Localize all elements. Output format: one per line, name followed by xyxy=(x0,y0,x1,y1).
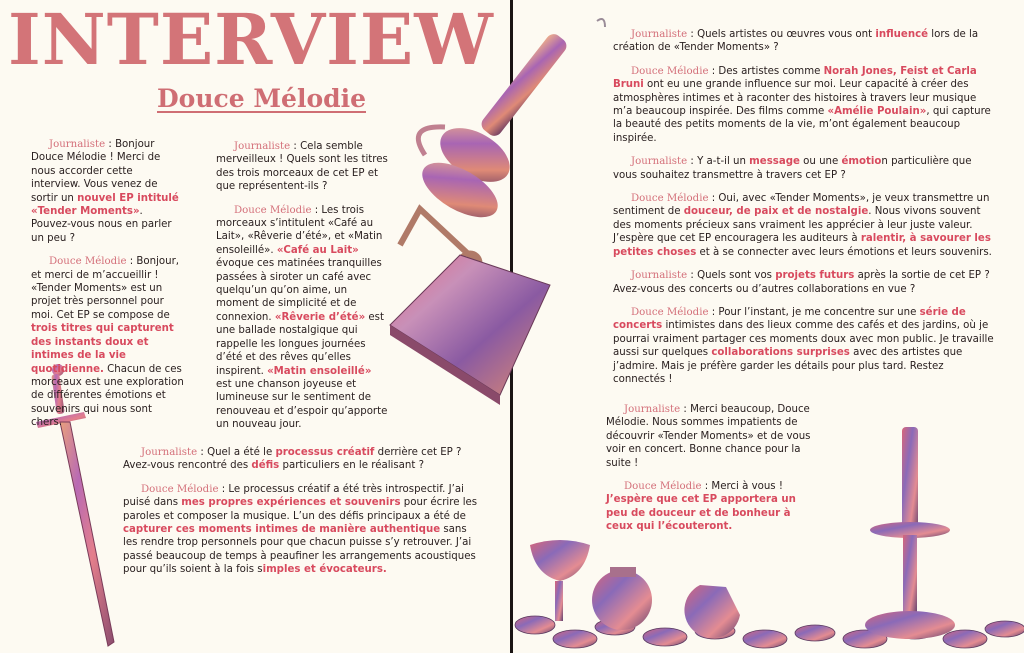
candlestick-illustration xyxy=(405,15,615,220)
question-1: Journaliste : Bonjour Douce Mélodie ! Merci de nous accorder cette interview. Vous venez de sortir un nouvel EP intitulé «Tender Moments». Pouvez-vous nous en parler un peu ? xyxy=(31,139,179,244)
answer-4: Douce Mélodie : Des artistes comme Norah Jones, Feist et Carla Bruni ont eu une grande influence sur moi. Leur capacité à créer des atmosphères intimes et à raconter des histoires à travers leur musique m’a beaucoup inspirée. Des films comme «Amélie Poulain», qui capture la beauté des petits moments de la vie, m’ont également beaucoup inspirée. xyxy=(613,65,991,144)
answer-7: Douce Mélodie : Merci à vous ! J’espère que cet EP apportera un peu de douceur et de bonheur à ceux qui l’écouteront. xyxy=(606,481,796,533)
question-6: Journaliste : Quels sont vos projets futurs après la sortie de cet EP ? Avez-vous des concerts ou d’autres collaborations en vue ? xyxy=(613,270,990,295)
left-column-2 xyxy=(216,140,388,442)
page-title: INTERVIEW xyxy=(8,0,494,81)
answer-6: Douce Mélodie : Pour l’instant, je me concentre sur une série de concerts intimistes dans des lieux comme des cafés et des jardins, où je pourrai vraiment partager ces moments doux avec mon public. Je travaille aussi sur quelques collaborations surprises avec des artistes que j’admire. Mais je préfère garder les détails pour plus tard. Restez connectés ! xyxy=(613,306,994,385)
answer-5: Douce Mélodie : Oui, avec «Tender Moments», je veux transmettre un sentiment de douceur, de paix et de nostalgie. Nous vivons souvent des moments précieux sans vraiment les apprécier à leur juste valeur. J’espère que cet EP encouragera les auditeurs à ralentir, à savourer les petites choses et à se connecter avec leurs émotions et leurs souvenirs. xyxy=(613,193,992,258)
question-7: Journaliste : Merci beaucoup, Douce Mélodie. Nous sommes impatients de découvrir «Tender Moments» et de vous voir en concert. Bonne chance pour la suite ! xyxy=(606,404,811,469)
right-bottom-block xyxy=(606,403,816,544)
right-top-block xyxy=(613,28,998,396)
answer-3: Douce Mélodie : Le processus créatif a été très introspectif. J’ai puisé dans mes propres expériences et souvenirs pour écrire les paroles et composer la musique. L’un des défis principaux a été de capturer ces moments intimes de manière authentique sans les rendre trop personnels pour que chacun puisse s’y retrouver. J’ai passé beaucoup de temps à peaufiner les arrangements acoustiques pour qu’ils soient à la fois simples et évocateurs. xyxy=(123,483,478,576)
left-column-1 xyxy=(31,138,184,440)
question-5: Journaliste : Y a-t-il un message ou une émotion particulière que vous souhaitez transmettre à travers cet EP ? xyxy=(613,156,972,181)
answer-1: Douce Mélodie : Bonjour, et merci de m’accueillir ! «Tender Moments» est un projet très personnel pour moi. Cet EP se compose de trois titres qui capturent des instants doux et intimes de la vie quotidienne. Chacun de ces morceaux est une exploration de différentes émotions et souvenirs qui nous sont chers. xyxy=(31,256,184,429)
page-subtitle: Douce Mélodie xyxy=(157,84,366,113)
question-3: Journaliste : Quel a été le processus créatif derrière cet EP ? Avez-vous rencontré des défis particuliers en le réalisant ? xyxy=(123,447,462,472)
answer-2: Douce Mélodie : Les trois morceaux s’intitulent «Café au Lait», «Rêverie d’été», et «Matin ensoleillé». «Café au Lait» évoque ces matinées tranquilles passées à siroter un café avec quelqu’un qu’on aime, un moment de simplicité et de connexion. «Rêverie d’été» est une ballade nostalgique qui rappelle les longues journées d’été et des rêves qu’elles inspirent. «Matin ensoleillé» est une chanson joyeuse et lumineuse sur le sentiment de renouveau et d’espoir qu’apporte un nouveau jour. xyxy=(216,204,388,431)
book-and-key-illustration xyxy=(390,205,550,410)
left-bottom-block xyxy=(123,446,478,587)
question-2: Journaliste : Cela semble merveilleux ! Quels sont les titres des trois morceaux de cet EP et que représentent-ils ? xyxy=(216,141,388,193)
question-4: Journaliste : Quels artistes ou œuvres vous ont influencé lors de la création de «Tender Moments» ? xyxy=(613,29,979,54)
